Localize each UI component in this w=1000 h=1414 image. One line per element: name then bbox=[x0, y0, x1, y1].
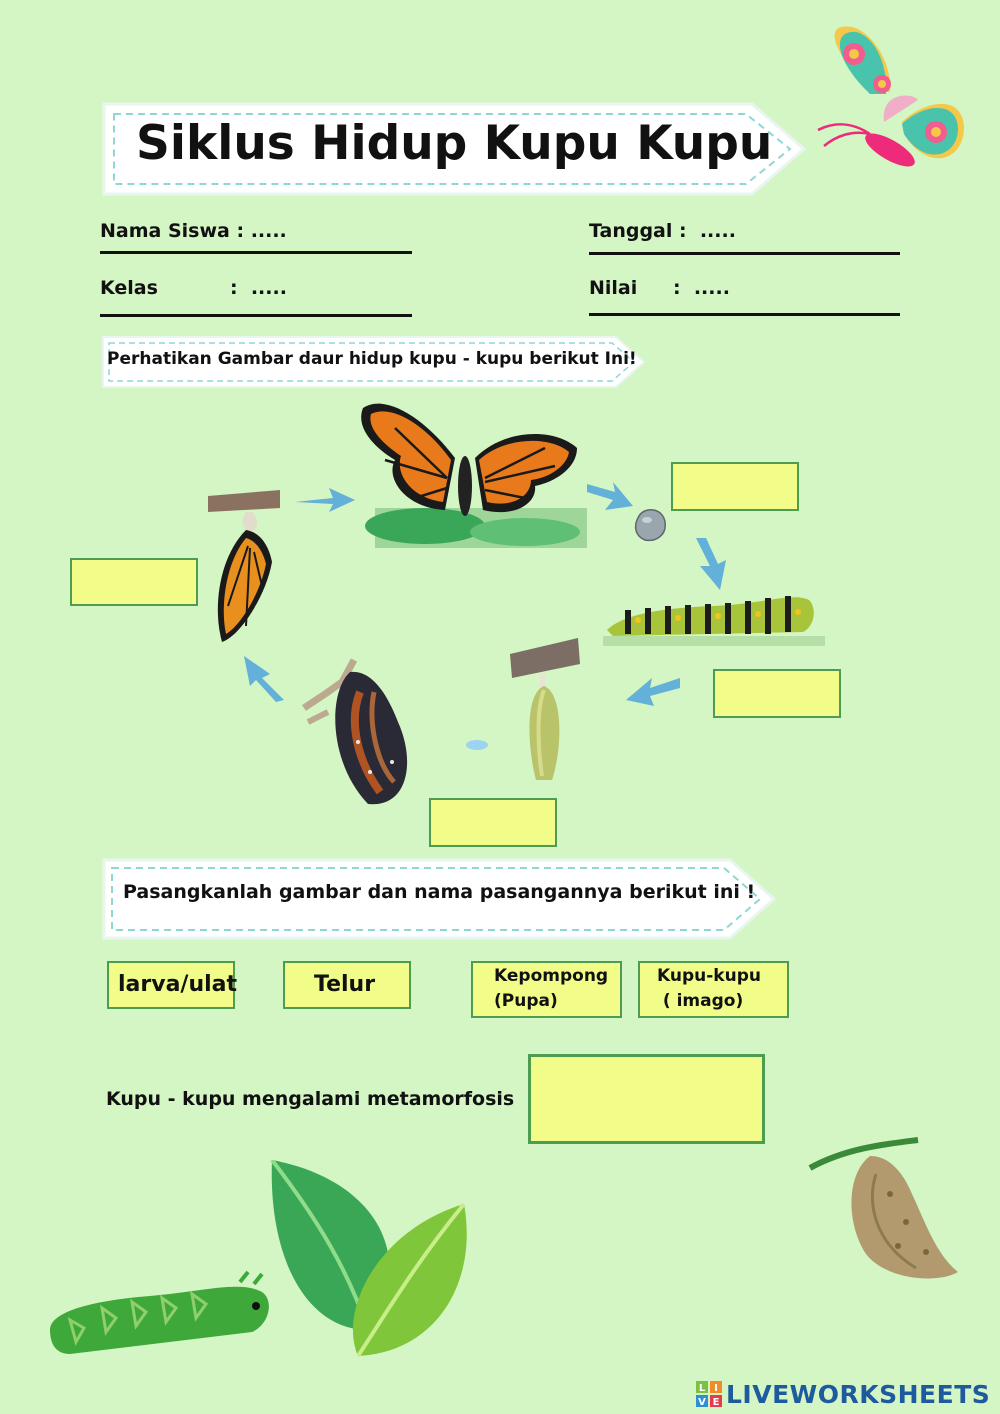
arrow-icon bbox=[690, 536, 730, 592]
kelas-value: : ..... bbox=[230, 277, 287, 299]
instruction-text-1: Perhatikan Gambar daur hidup kupu - kupu berikut Ini! bbox=[107, 349, 637, 369]
instruction-banner-1 bbox=[100, 334, 648, 390]
adult-butterfly-image bbox=[355, 398, 587, 548]
caterpillar-decoration-icon bbox=[40, 1270, 276, 1362]
instruction-banner-2 bbox=[100, 856, 780, 942]
svg-text:V: V bbox=[698, 1397, 706, 1407]
tile-larva-ulat[interactable]: larva/ulat bbox=[107, 961, 235, 1009]
svg-text:L: L bbox=[698, 1383, 706, 1394]
arrow-icon bbox=[585, 478, 635, 514]
arrow-icon bbox=[293, 484, 357, 516]
tile-kepompong[interactable]: Kepompong (Pupa) bbox=[471, 961, 622, 1018]
green-chrysalis-image bbox=[506, 630, 582, 786]
nilai-label: Nilai bbox=[589, 277, 638, 299]
dark-chrysalis-image bbox=[298, 652, 418, 812]
emerging-butterfly-image bbox=[206, 486, 286, 646]
svg-text:I: I bbox=[714, 1383, 718, 1394]
tanggal-value: ..... bbox=[699, 220, 736, 242]
liveworksheets-brand-name[interactable]: LIVEWORKSHEETS bbox=[726, 1379, 991, 1409]
tanggal-underline bbox=[589, 252, 900, 255]
egg-image bbox=[633, 506, 669, 544]
arrow-icon bbox=[464, 738, 490, 752]
nilai-value: : ..... bbox=[673, 277, 730, 299]
liveworksheets-logo bbox=[696, 1378, 990, 1410]
arrow-icon bbox=[624, 674, 682, 708]
butterfly-decoration-icon bbox=[812, 22, 972, 182]
answer-box-pupa[interactable] bbox=[429, 798, 557, 847]
title-banner bbox=[100, 100, 810, 198]
nilai-underline bbox=[589, 313, 900, 316]
tile-telur[interactable]: Telur bbox=[283, 961, 411, 1009]
tanggal-label: Tanggal : ..... bbox=[589, 220, 736, 242]
page-title: Siklus Hidup Kupu Kupu bbox=[136, 116, 773, 171]
leaf-decoration-icon bbox=[268, 1160, 472, 1360]
metamorphosis-question: Kupu - kupu mengalami metamorfosis bbox=[106, 1088, 515, 1110]
answer-box-imago[interactable] bbox=[70, 558, 198, 606]
nama-siswa-underline bbox=[100, 251, 412, 254]
arrow-icon bbox=[240, 652, 288, 704]
liveworksheets-logo-icon bbox=[696, 1381, 722, 1407]
nama-siswa-value: ..... bbox=[250, 220, 287, 242]
instruction-text-2: Pasangkanlah gambar dan nama pasangannya berikut ini ! bbox=[123, 881, 756, 903]
answer-box-larva[interactable] bbox=[713, 669, 841, 718]
tile-kupu-kupu[interactable]: Kupu-kupu ( imago) bbox=[638, 961, 789, 1018]
cocoon-decoration-icon bbox=[806, 1134, 966, 1286]
kelas-underline bbox=[100, 314, 412, 317]
kelas-label: Kelas bbox=[100, 277, 158, 299]
answer-box-egg[interactable] bbox=[671, 462, 799, 511]
nama-siswa-label: Nama Siswa : ..... bbox=[100, 220, 287, 242]
caterpillar-image bbox=[603, 586, 825, 650]
answer-box-metamorphosis[interactable] bbox=[528, 1054, 765, 1144]
svg-text:E: E bbox=[712, 1397, 720, 1407]
